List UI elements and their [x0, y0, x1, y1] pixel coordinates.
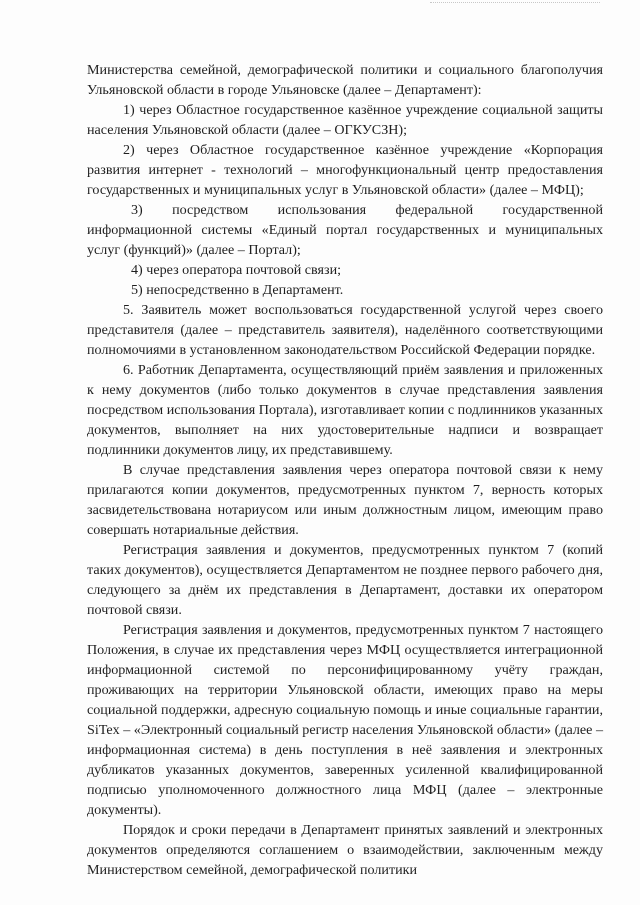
- paragraph-postal-copies: В случае представления заявления через оператора почтовой связи к нему прилагаются копии документов, предусмотренных пунктом 7, верность которых засвидетельствована нотариусом или иным должностным лицом, имеющим право совершать нотариальные действия.: [87, 462, 603, 538]
- paragraph-clause-5: 5. Заявитель может воспользоваться государственной услугой через своего представителя (далее – представитель заявителя), наделённого соответствующими полномочиями в установленном законодательством Российской Федерации порядке.: [87, 302, 603, 358]
- document-body: [87, 60, 603, 880]
- paragraph-clause-6: 6. Работник Департамента, осуществляющий приём заявления и приложенных к нему документов (либо только документов в случае представления заявления посредством использования Портала), изготавливает копии с подлинников указанных документов, выполняет на них удостоверительные надписи и возвращает подлинники документов лицу, их представившему.: [87, 362, 603, 458]
- paragraph-item-1-ogkuszn: 1) через Областное государственное казённое учреждение социальной защиты населения Ульяновской области (далее – ОГКУСЗН);: [87, 102, 603, 138]
- paragraph-mfc-registration: Регистрация заявления и документов, предусмотренных пунктом 7 настоящего Положения, в случае их представления через МФЦ осуществляется интеграционной информационной системой по персонифицированному учёту граждан, проживающих на территории Ульяновской области, имеющих право на меры социальной поддержки, адресную социальную помощь и иные социальные гарантии, SiTex – «Электронный социальный регистр населения Ульяновской области» (далее – информационная система) в день поступления в неё заявления и электронных дубликатов указанных документов, заверенных усиленной квалифицированной подписью уполномоченного должностного лица МФЦ (далее – электронные документы).: [87, 622, 603, 818]
- paragraph-registration: Регистрация заявления и документов, предусмотренных пунктом 7 (копий таких документов), осуществляется Департаментом не позднее первого рабочего дня, следующего за днём их представления в Департамент, доставки их оператором почтовой связи.: [87, 542, 603, 618]
- paragraph-transfer-procedure: Порядок и сроки передачи в Департамент принятых заявлений и электронных документов определяются соглашением о взаимодействии, заключенным между Министерством семейной, демографической политики: [87, 822, 603, 878]
- paragraph-item-4-post: 4) через оператора почтовой связи;: [131, 262, 342, 278]
- paragraph-department-intro: Министерства семейной, демографической политики и социального благополучия Ульяновской области в городе Ульяновске (далее – Департамент):: [87, 62, 603, 98]
- paragraph-item-5-direct: 5) непосредственно в Департамент.: [131, 282, 344, 298]
- paragraph-item-2-mfc: 2) через Областное государственное казённое учреждение «Корпорация развития интернет - технологий – многофункциональный центр предоставления государственных и муниципальных услуг в Ульяновской области» (далее – МФЦ);: [87, 142, 603, 198]
- paragraph-item-3-portal: 3) посредством использования федеральной государственной информационной системы «Единый портал государственных и муниципальных услуг (функций)» (далее – Портал);: [87, 202, 603, 258]
- scan-artifact: [430, 2, 600, 7]
